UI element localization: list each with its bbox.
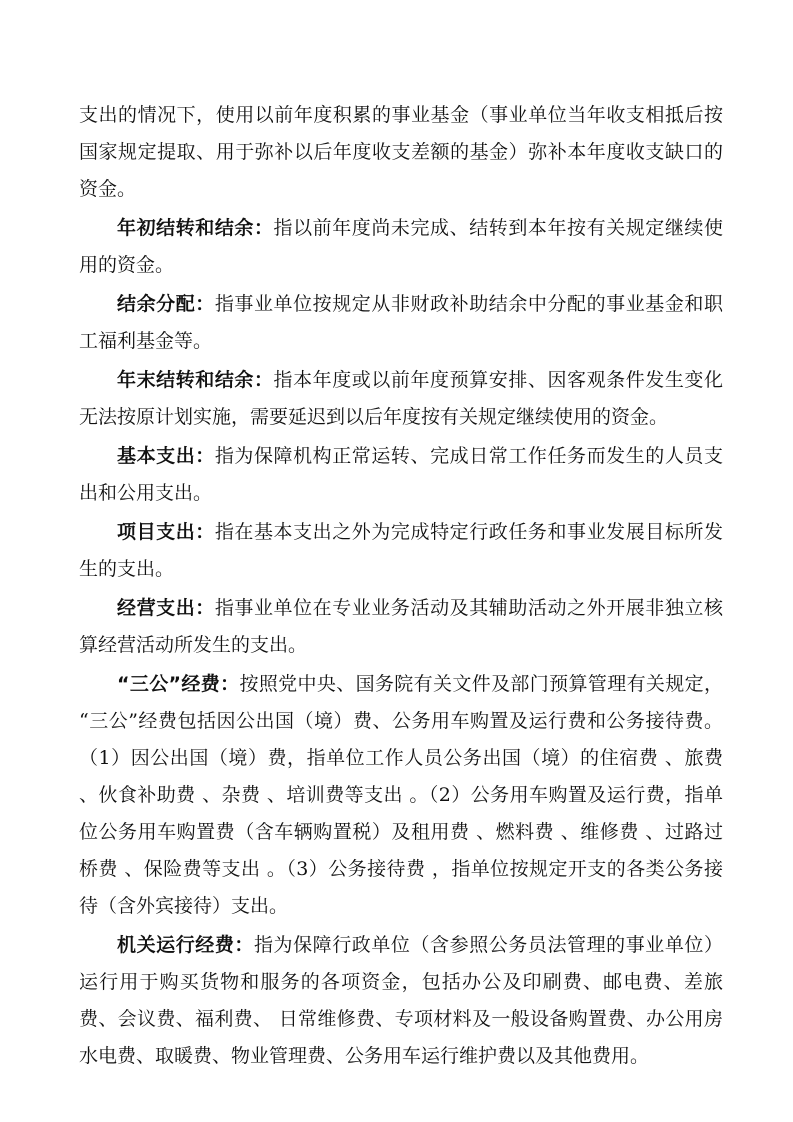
term-label: 结余分配： [117,293,215,315]
paragraph-year-end-carryover [79,362,723,436]
paragraph-agency-operating-funds [79,927,723,1075]
term-label: 机关运行经费： [117,934,254,956]
paragraph-text: 按照党中央、国务院有关文件及部门预算管理有关规定， “三公”经费包括因公出国（境）费、公务用车购置及运行费和公务接待费。 （1）因公出国（境）费，指单位工作人员公务出国（境）的住宿费 、旅费 、伙食补助费 、杂费 、培训费等支出 。（2）公务用车购置及运行费，指单位公务用车购置费（含车辆购置税）及租用费 、燃料费 、维修费 、过路过桥费 、保险费等支出 。（3）公务接待费 ，指单位按规定开支的各类公务接待（含外宾接待）支出。 [79,673,723,917]
paragraph-text: 指在基本支出之外为完成特定行政任务和事业发展目标所发生的支出。 [79,521,723,580]
paragraph-text: 指事业单位按规定从非财政补助结余中分配的事业基金和职工福利基金等。 [79,293,723,352]
paragraph-text: 指事业单位在专业业务活动及其辅助活动之外开展非独立核算经营活动所发生的支出。 [79,597,723,656]
term-label: 年初结转和结余： [117,217,274,239]
paragraph-continuation [79,97,723,208]
term-label: 项目支出： [117,521,215,543]
paragraph-text: 指本年度或以前年度预算安排、因客观条件发生变化无法按原计划实施，需要延迟到以后年度按有关规定继续使用的资金。 [79,369,723,428]
term-label: 经营支出： [117,597,215,619]
paragraph-beginning-carryover [79,210,723,284]
term-label: 基本支出： [117,445,215,467]
paragraph-basic-expenditure [79,438,723,512]
paragraph-text: 指为保障机构正常运转、完成日常工作任务而发生的人员支出和公用支出。 [79,445,723,504]
paragraph-text: 支出的情况下，使用以前年度积累的事业基金（事业单位当年收支相抵后按国家规定提取、用于弥补以后年度收支差额的基金）弥补本年度收支缺口的资金。 [79,104,723,200]
paragraph-text: 指为保障行政单位（含参照公务员法管理的事业单位）运行用于购买货物和服务的各项资金，包括办公及印刷费、邮电费、差旅费、会议费、福利费、 日常维修费、专项材料及一般设备购置费、办公用房水电费、取暖费、物业管理费、公务用车运行维护费以及其他费用。 [79,934,723,1067]
paragraph-operating-expenditure [79,590,723,664]
paragraph-project-expenditure [79,514,723,588]
paragraph-text: 指以前年度尚未完成、结转到本年按有关规定继续使用的资金。 [79,217,723,276]
document-page [79,97,723,1077]
term-label: 年末结转和结余： [117,369,274,391]
paragraph-three-public-expenses [79,666,723,925]
term-label: “三公”经费： [117,673,240,695]
paragraph-surplus-distribution [79,286,723,360]
